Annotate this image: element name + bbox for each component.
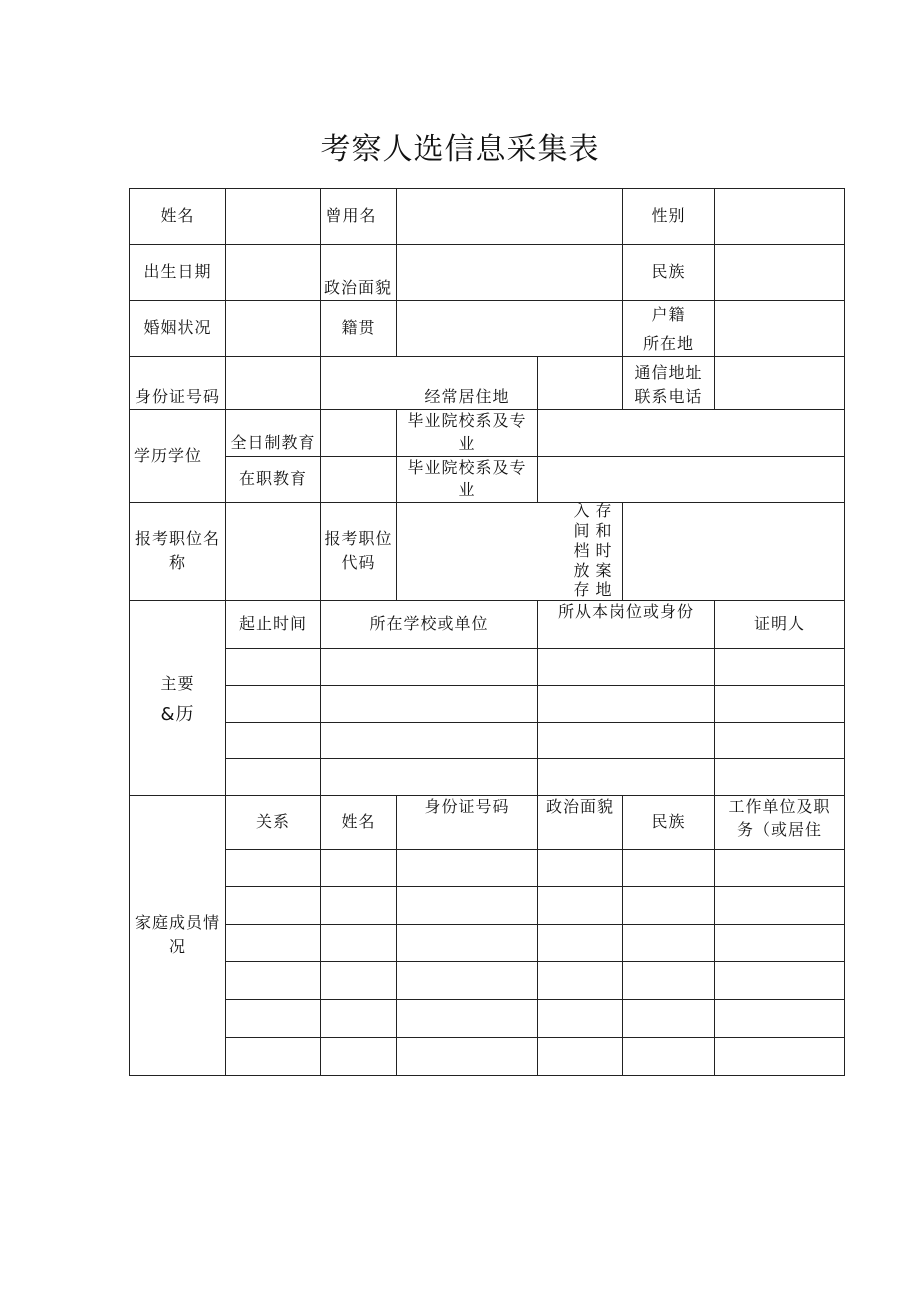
family-header-ethnicity: 民族 bbox=[651, 812, 686, 831]
ethnicity-label: 民族 bbox=[651, 262, 686, 281]
household-label-1: 户籍 bbox=[651, 305, 686, 324]
graduated-label-b1: 毕业院校系及专 bbox=[407, 458, 527, 477]
name-label: 姓名 bbox=[160, 206, 195, 225]
native-place-label: 籍贯 bbox=[341, 318, 376, 337]
graduated-label-b2: 业 bbox=[458, 480, 476, 499]
household-field[interactable] bbox=[715, 301, 844, 356]
inservice-school-field[interactable] bbox=[538, 457, 844, 502]
name-field[interactable] bbox=[226, 189, 320, 244]
page-title: 考察人选信息采集表 bbox=[320, 132, 600, 167]
marital-status-label: 婚姻状况 bbox=[143, 318, 212, 337]
family-header-political: 政治面貌 bbox=[545, 797, 614, 816]
inservice-degree-field[interactable] bbox=[321, 457, 396, 502]
birth-date-field[interactable] bbox=[226, 245, 320, 300]
fulltime-degree-field[interactable] bbox=[321, 410, 396, 456]
position-code-field[interactable] bbox=[397, 503, 537, 600]
political-status-label: 政治面貌 bbox=[323, 278, 392, 297]
gender-label: 性别 bbox=[651, 206, 686, 225]
residence-label: 经常居住地 bbox=[424, 387, 510, 406]
family-row[interactable] bbox=[226, 925, 844, 961]
resume-header-unit: 所在学校或单位 bbox=[369, 614, 489, 633]
id-number-field[interactable] bbox=[226, 357, 396, 409]
family-row[interactable] bbox=[226, 1000, 844, 1037]
fulltime-school-field[interactable] bbox=[538, 410, 844, 456]
contact-label-2: 联系电话 bbox=[634, 387, 703, 406]
family-header-relation: 关系 bbox=[255, 812, 290, 831]
graduated-label-1: 毕业院校系及专 bbox=[407, 411, 527, 430]
family-row[interactable] bbox=[226, 962, 844, 999]
political-status-field[interactable] bbox=[397, 245, 622, 300]
position-name-field[interactable] bbox=[226, 503, 320, 600]
resume-header-witness: 证明人 bbox=[753, 614, 805, 633]
resume-row[interactable] bbox=[226, 686, 844, 722]
family-header-name: 姓名 bbox=[341, 812, 376, 831]
fulltime-label: 全日制教育 bbox=[230, 433, 316, 452]
resume-row[interactable] bbox=[226, 649, 844, 685]
birth-date-label: 出生日期 bbox=[143, 262, 212, 281]
family-row[interactable] bbox=[226, 850, 844, 886]
resume-section-label-2: &历 bbox=[160, 704, 195, 725]
marital-status-field[interactable] bbox=[226, 301, 320, 356]
family-row[interactable] bbox=[226, 1038, 844, 1075]
family-header-id: 身份证号码 bbox=[424, 797, 510, 816]
family-row[interactable] bbox=[226, 887, 844, 924]
contact-field[interactable] bbox=[715, 357, 844, 409]
former-name-label: 曾用名 bbox=[325, 206, 377, 225]
inservice-label: 在职教育 bbox=[238, 469, 307, 488]
ethnicity-field[interactable] bbox=[715, 245, 844, 300]
household-label-2: 所在地 bbox=[642, 334, 694, 353]
resume-row[interactable] bbox=[226, 759, 844, 795]
position-name-label-1: 报考职位名 bbox=[134, 529, 220, 548]
contact-label-1: 通信地址 bbox=[634, 363, 703, 382]
resume-section-label-1: 主要 bbox=[160, 674, 195, 693]
resume-header-period: 起止时间 bbox=[238, 614, 307, 633]
graduated-label-2: 业 bbox=[458, 434, 476, 453]
id-number-label: 身份证号码 bbox=[134, 387, 220, 406]
gender-field[interactable] bbox=[715, 189, 844, 244]
family-header-work: 工作单位及职 务（或居住 bbox=[728, 797, 831, 839]
residence-field[interactable] bbox=[538, 357, 622, 409]
position-code-label-2: 代码 bbox=[341, 553, 376, 572]
resume-header-position: 所从本岗位或身份 bbox=[557, 602, 694, 621]
former-name-field[interactable] bbox=[397, 189, 622, 244]
position-code-label-1: 报考职位 bbox=[324, 529, 393, 548]
position-name-label-2: 称 bbox=[168, 553, 186, 572]
resume-row[interactable] bbox=[226, 723, 844, 758]
education-label: 学历学位 bbox=[133, 446, 202, 465]
family-section-label-2: 况 bbox=[168, 937, 186, 956]
family-section-label-1: 家庭成员情 bbox=[134, 913, 220, 932]
native-place-field[interactable] bbox=[397, 301, 622, 356]
archive-field[interactable] bbox=[623, 503, 844, 600]
